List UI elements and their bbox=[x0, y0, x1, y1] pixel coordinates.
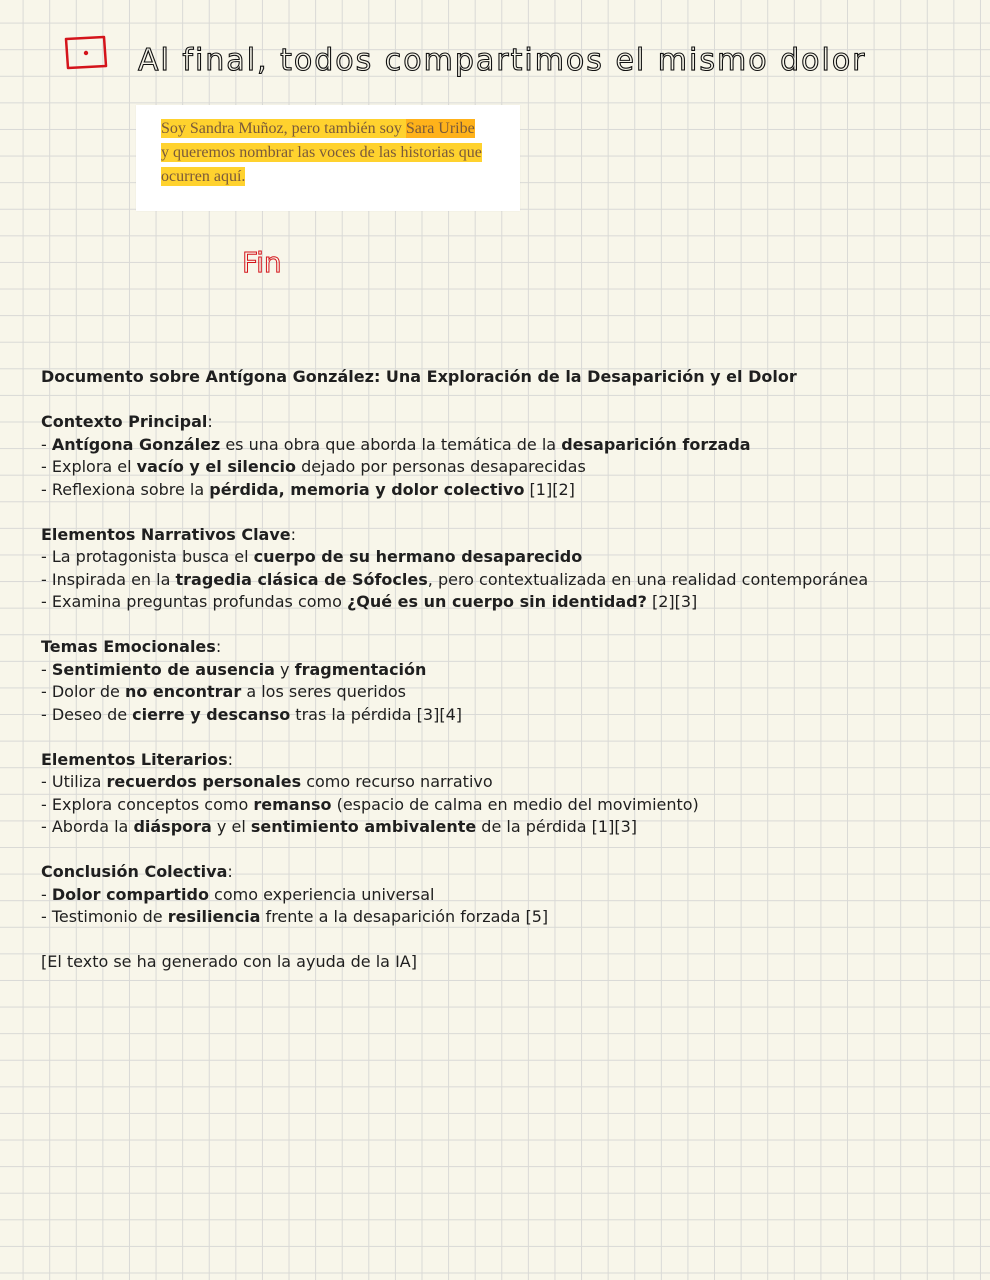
list-item: - Dolor de no encontrar a los seres queridos bbox=[41, 682, 406, 701]
section-heading: Elementos Narrativos Clave: bbox=[41, 524, 297, 544]
quote-line2: y queremos nombrar las voces de las historias que bbox=[161, 144, 482, 161]
list-item: - Dolor compartido como experiencia universal bbox=[41, 884, 435, 904]
list-item: - La protagonista busca el cuerpo de su hermano desaparecido bbox=[41, 547, 583, 566]
list-item: - Utiliza recuerdos personales como recurso narrativo bbox=[41, 772, 493, 791]
quote-card bbox=[136, 105, 520, 211]
list-item: - Explora conceptos como remanso (espacio de calma en medio del movimiento) bbox=[41, 794, 699, 814]
list-item: - Aborda la diáspora y el sentimiento ambivalente de la pérdida [1][3] bbox=[41, 817, 637, 836]
handwritten-title bbox=[0, 0, 990, 110]
list-item: - Explora el vacío y el silencio dejado por personas desaparecidas bbox=[41, 457, 586, 476]
summary-footer: [El texto se ha generado con la ayuda de la IA] bbox=[41, 952, 417, 971]
quote-highlight-name: Sara Uribe bbox=[405, 120, 475, 137]
list-item: - Examina preguntas profundas como ¿Qué es un cuerpo sin identidad? [2][3] bbox=[41, 592, 698, 611]
summary-title: Documento sobre Antígona González: Una Exploración de la Desaparición y el Dolor bbox=[41, 367, 797, 386]
section-heading: Conclusión Colectiva: bbox=[41, 862, 233, 881]
list-item: - Deseo de cierre y descanso tras la pérdida [3][4] bbox=[41, 704, 462, 724]
handwritten-title-text: Al final, todos compartimos el mismo dolor bbox=[138, 43, 867, 78]
section-heading: Elementos Literarios: bbox=[41, 749, 234, 769]
section-heading: Temas Emocionales: bbox=[41, 637, 222, 656]
quote-text bbox=[161, 117, 511, 189]
list-item: - Reflexiona sobre la pérdida, memoria y dolor colectivo [1][2] bbox=[41, 479, 575, 499]
checkbox-icon[interactable] bbox=[66, 37, 106, 68]
list-item: - Antígona González es una obra que aborda la temática de la desaparición forzada bbox=[41, 434, 751, 454]
fin-text: Fin bbox=[242, 246, 282, 279]
list-item: - Testimonio de resiliencia frente a la desaparición forzada [5] bbox=[41, 907, 549, 926]
list-item: - Sentimiento de ausencia y fragmentación bbox=[41, 659, 427, 679]
list-item: - Inspirada en la tragedia clásica de Sófocles, pero contextualizada en una realidad contemporánea bbox=[41, 569, 869, 589]
quote-line1-a: Soy Sandra Muñoz, pero también soy bbox=[161, 120, 406, 137]
section-heading: Contexto Principal: bbox=[41, 412, 213, 431]
handwritten-fin bbox=[240, 240, 310, 285]
summary-document bbox=[41, 366, 941, 974]
quote-line3: ocurren aquí. bbox=[161, 168, 246, 185]
